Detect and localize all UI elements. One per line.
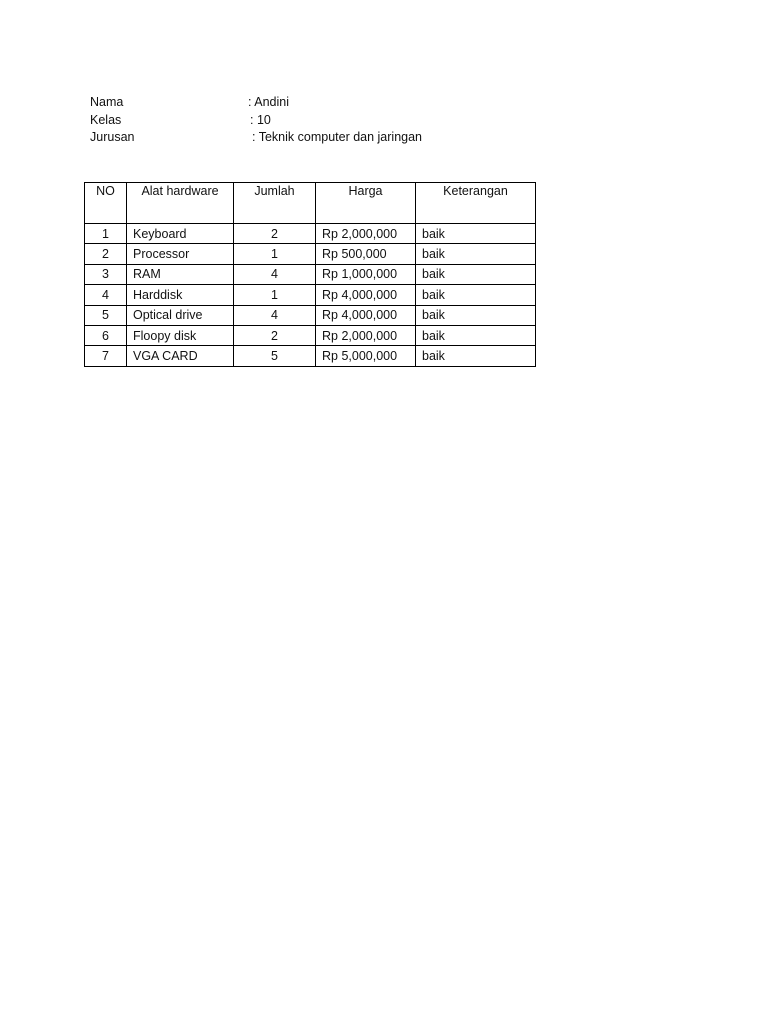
cell-jumlah: 5 xyxy=(234,346,316,366)
cell-no: 6 xyxy=(85,325,127,345)
cell-keterangan: baik xyxy=(416,264,536,284)
cell-harga: Rp 4,000,000 xyxy=(316,285,416,305)
cell-harga: Rp 2,000,000 xyxy=(316,325,416,345)
cell-keterangan: baik xyxy=(416,285,536,305)
cell-jumlah: 1 xyxy=(234,244,316,264)
info-value: : 10 xyxy=(250,112,271,127)
cell-harga: Rp 1,000,000 xyxy=(316,264,416,284)
cell-keterangan: baik xyxy=(416,346,536,366)
cell-no: 1 xyxy=(85,224,127,244)
cell-no: 4 xyxy=(85,285,127,305)
cell-jumlah: 4 xyxy=(234,305,316,325)
info-value: : Andini xyxy=(248,95,290,109)
cell-no: 3 xyxy=(85,264,127,284)
cell-alat: VGA CARD xyxy=(127,346,234,366)
info-label: Jurusan xyxy=(90,130,135,144)
cell-harga: Rp 5,000,000 xyxy=(316,346,416,366)
table-row xyxy=(85,346,536,366)
header-harga: Harga xyxy=(316,183,416,224)
cell-jumlah: 4 xyxy=(234,264,316,284)
cell-jumlah: 1 xyxy=(234,285,316,305)
table-row xyxy=(85,285,536,305)
header-keterangan: Keterangan xyxy=(416,183,536,224)
header-no: NO xyxy=(85,183,127,224)
info-value: : Teknik computer dan jaringan xyxy=(252,130,423,144)
cell-alat: Harddisk xyxy=(127,285,234,305)
table-row xyxy=(85,305,536,325)
hardware-table xyxy=(84,182,536,367)
cell-harga: Rp 2,000,000 xyxy=(316,224,416,244)
info-label: Nama xyxy=(90,95,124,109)
table-row xyxy=(85,264,536,284)
cell-keterangan: baik xyxy=(416,224,536,244)
header-alat-hardware: Alat hardware xyxy=(127,183,234,224)
cell-harga: Rp 4,000,000 xyxy=(316,305,416,325)
table-row xyxy=(85,224,536,244)
header-jumlah: Jumlah xyxy=(234,183,316,224)
info-label: Kelas xyxy=(90,112,122,127)
cell-no: 2 xyxy=(85,244,127,264)
cell-harga: Rp 500,000 xyxy=(316,244,416,264)
table-header-row xyxy=(85,183,536,224)
cell-alat: RAM xyxy=(127,264,234,284)
cell-alat: Processor xyxy=(127,244,234,264)
cell-no: 5 xyxy=(85,305,127,325)
cell-alat: Floopy disk xyxy=(127,325,234,345)
table-row xyxy=(85,325,536,345)
cell-keterangan: baik xyxy=(416,325,536,345)
cell-alat: Optical drive xyxy=(127,305,234,325)
cell-alat: Keyboard xyxy=(127,224,234,244)
cell-keterangan: baik xyxy=(416,244,536,264)
cell-no: 7 xyxy=(85,346,127,366)
cell-jumlah: 2 xyxy=(234,325,316,345)
cell-jumlah: 2 xyxy=(234,224,316,244)
cell-keterangan: baik xyxy=(416,305,536,325)
table-row xyxy=(85,244,536,264)
